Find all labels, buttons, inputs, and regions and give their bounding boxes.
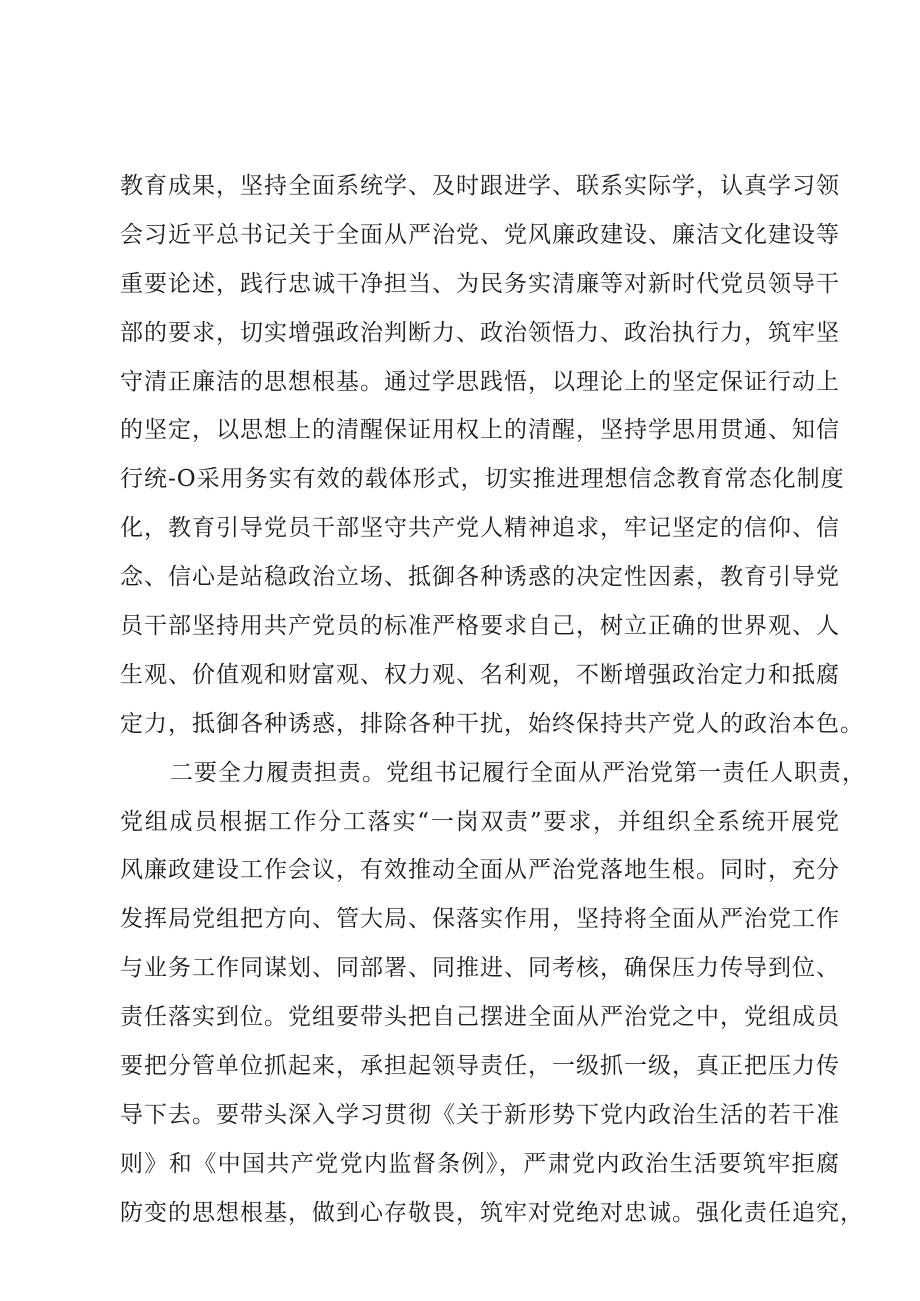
text-line: 重要论述，践行忠诚干净担当、为民务实清廉等对新时代党员领导干 [120,270,840,297]
text-line: 责任落实到位。党组要带头把自己摆进全面从严治党之中，党组成员 [120,1004,840,1031]
text-line: 生观、价值观和财富观、权力观、名利观，不断增强政治定力和抵腐 [120,661,840,688]
paragraph-end-line: 定力，抵御各种诱惑，排除各种干扰，始终保持共产党人的政治本色。 [120,710,864,737]
text-line: 防变的思想根基，做到心存敬畏，筑牢对党绝对忠诚。强化责任追究， [120,1199,864,1226]
text-line: 守清正廉洁的思想根基。通过学思践悟，以理论上的坚定保证行动上 [120,368,840,395]
text-line: 与业务工作同谋划、同部署、同推进、同考核，确保压力传导到位、 [120,955,840,982]
text-line: 会习近平总书记关于全面从严治党、党风廉政建设、廉洁文化建设等 [120,221,840,248]
text-line: 化，教育引导党员干部坚守共产党人精神追求，牢记坚定的信仰、信 [120,515,840,542]
text-line: 员干部坚持用共产党员的标准严格要求自己，树立正确的世界观、人 [120,613,840,640]
text-line: 教育成果，坚持全面系统学、及时跟进学、联系实际学，认真学习领 [120,173,840,199]
text-line: 行统-O采用务实有效的载体形式，切实推进理想信念教育常态化制度 [120,466,845,493]
text-line: 则》和《中国共产党党内监督条例》，严肃党内政治生活要筑牢拒腐 [120,1150,840,1177]
text-line: 风廉政建设工作会议，有效推动全面从严治党落地生根。同时，充分 [120,857,840,884]
text-line: 念、信心是站稳政治立场、抵御各种诱惑的决定性因素，教育引导党 [120,564,840,591]
text-line: 的坚定，以思想上的清醒保证用权上的清醒，坚持学思用贯通、知信 [120,417,840,444]
text-line: 要把分管单位抓起来，承担起领导责任，一级抓一级，真正把压力传 [120,1053,840,1080]
text-line: 党组成员根据工作分工落实“一岗双责”要求，并组织全系统开展党 [120,808,840,835]
text-line: 发挥局党组把方向、管大局、保落实作用，坚持将全面从严治党工作 [120,906,840,933]
body-text [120,162,866,1238]
paragraph-start-line: 二要全力履责担责。党组书记履行全面从严治党第一责任人职责， [170,759,866,786]
text-line: 部的要求，切实增强政治判断力、政治领悟力、政治执行力，筑牢坚 [120,319,840,346]
text-line: 导下去。要带头深入学习贯彻《关于新形势下党内政治生活的若干准 [120,1101,840,1128]
